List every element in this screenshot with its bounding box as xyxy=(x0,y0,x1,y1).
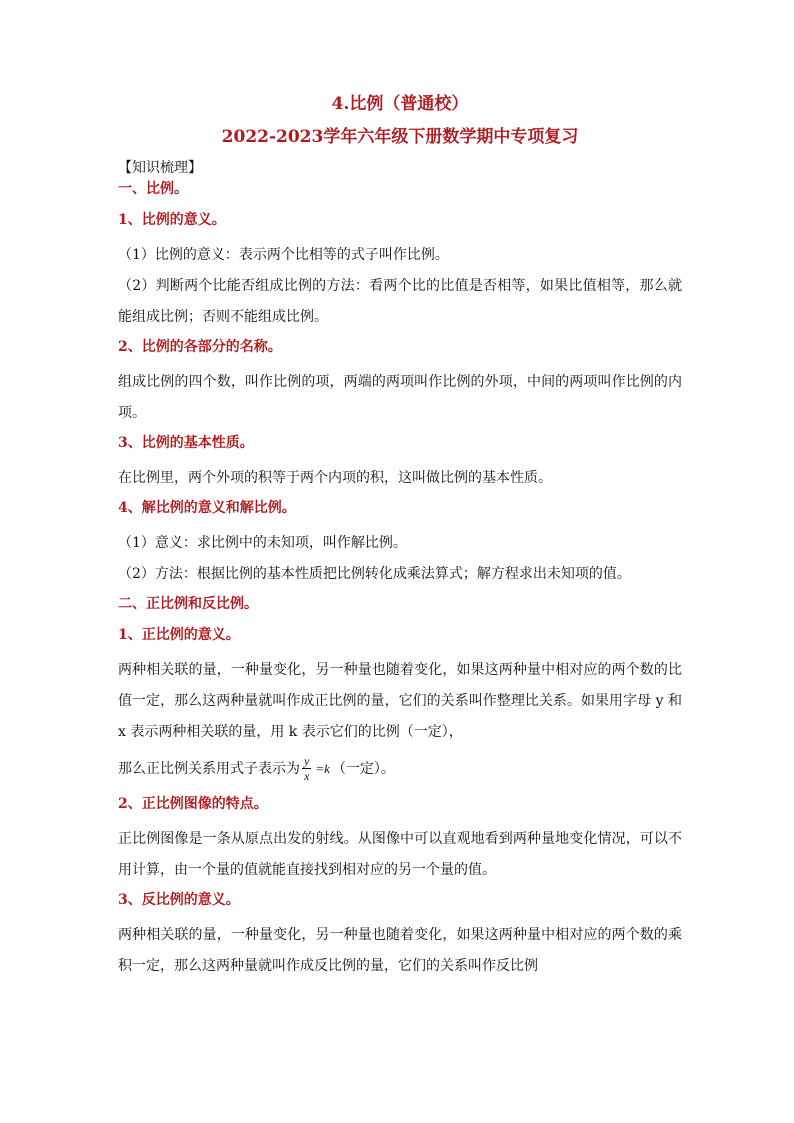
paragraph: （1）比例的意义：表示两个比相等的式子叫作比例。 xyxy=(118,247,449,263)
formula-suffix: （一定）。 xyxy=(331,760,395,777)
paragraph: 两种相关联的量，一种量变化，另一种量也随着变化，如果这两种量中相对应的两个数的乘积一定，那么这两种量就叫作成反比例的量，它们的关系叫作反比例 xyxy=(118,927,682,974)
subsection-heading: 2、正比例图像的特点。 xyxy=(118,796,268,812)
section-heading-direct-inverse: 二、正比例和反比例。 xyxy=(118,596,258,612)
fraction-denominator: x xyxy=(304,769,310,783)
document-page xyxy=(118,92,682,982)
subsection-heading: 1、正比例的意义。 xyxy=(118,627,240,643)
section-heading-proportion: 一、比例。 xyxy=(118,181,188,197)
fraction-numerator: y xyxy=(304,754,310,768)
paragraph: 在比例里，两个外项的积等于两个内项的积，这叫做比例的基本性质。 xyxy=(118,470,552,486)
subsection-heading: 2、比例的各部分的名称。 xyxy=(118,339,282,355)
subsection-heading: 3、比例的基本性质。 xyxy=(118,435,254,451)
paragraph: （2）方法：根据比例的基本性质把比例转化成乘法算式；解方程求出未知项的值。 xyxy=(118,566,631,582)
paragraph: 两种相关联的量，一种量变化，另一种量也随着变化，如果这两种量中相对应的两个数的比值一定，那么这两种量就叫作成正比例的量，它们的关系叫作整理比关系。如果用字母 y 和 x 表示两种相关联的量，用 k 表示它们的比例（一定）， xyxy=(118,662,682,740)
formula-equals: =k xyxy=(315,760,330,776)
paragraph: 组成比例的四个数，叫作比例的项，两端的两项叫作比例的外项，中间的两项叫作比例的内项。 xyxy=(118,374,682,421)
paragraph: （1）意义：求比例中的未知项，叫作解比例。 xyxy=(118,535,407,551)
document-title-line2: 2022-2023学年六年级下册数学期中专项复习 xyxy=(221,127,579,147)
subsection-heading: 4、解比例的意义和解比例。 xyxy=(118,500,296,516)
knowledge-summary-tag: 【知识梳理】 xyxy=(118,160,202,176)
document-title-line1: 4.比例（普通校） xyxy=(331,94,469,114)
paragraph: （2）判断两个比能否组成比例的方法：看两个比的比值是否相等，如果比值相等，那么就能组成比例；否则不能组成比例。 xyxy=(118,278,682,325)
subsection-heading: 3、反比例的意义。 xyxy=(118,892,240,908)
paragraph: 正比例图像是一条从原点出发的射线。从图像中可以直观地看到两种量地变化情况，可以不用计算，由一个量的值就能直接找到相对应的另一个量的值。 xyxy=(118,831,682,878)
formula-line xyxy=(118,754,682,783)
fraction-y-over-x xyxy=(302,754,311,783)
subsection-heading: 1、比例的意义。 xyxy=(118,212,226,228)
formula-prefix: 那么正比例关系用式子表示为 xyxy=(118,760,300,777)
